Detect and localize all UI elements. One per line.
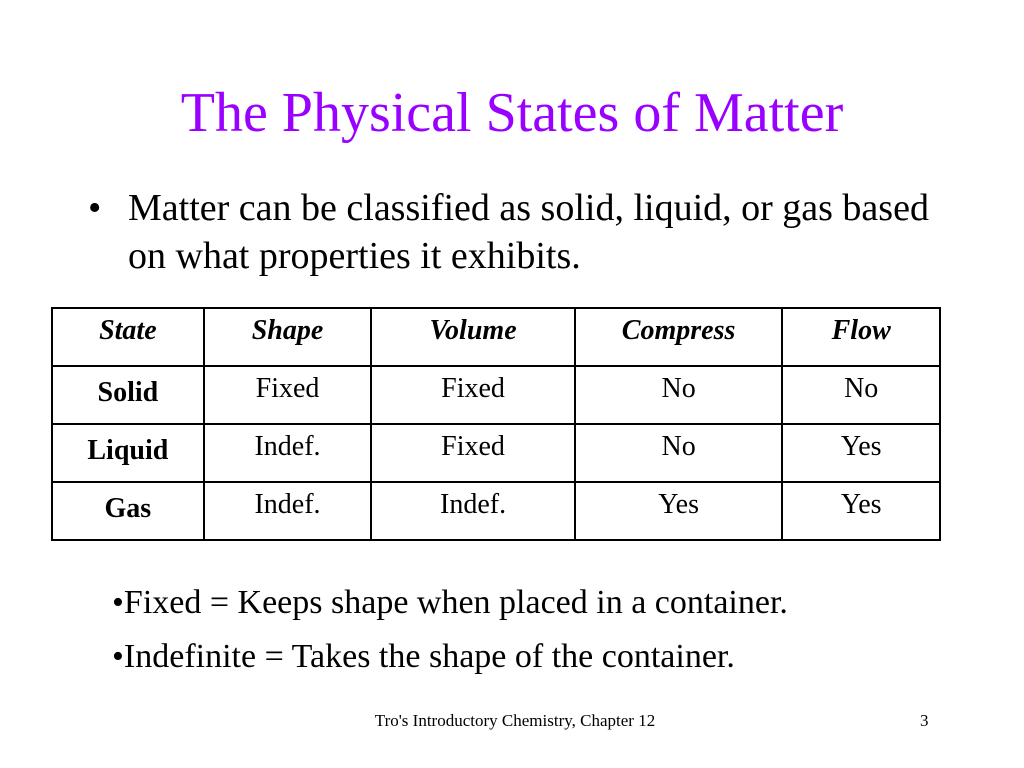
table-cell: No <box>782 366 940 424</box>
definition-indefinite: •Indefinite = Takes the shape of the container. <box>112 638 735 675</box>
table-row <box>52 424 940 482</box>
slide-footer: Tro's Introductory Chemistry, Chapter 12 <box>374 711 656 730</box>
header-state: State <box>52 308 204 366</box>
page-number: 3 <box>920 711 929 730</box>
row-state-cell: Gas <box>52 482 204 540</box>
header-compress: Compress <box>575 308 783 366</box>
table-cell: Indef. <box>204 482 372 540</box>
header-volume: Volume <box>371 308 574 366</box>
definitions-list <box>112 576 788 684</box>
header-flow: Flow <box>782 308 940 366</box>
definition-fixed: •Fixed = Keeps shape when placed in a container. <box>112 584 788 621</box>
table-row <box>52 366 940 424</box>
table-cell: Fixed <box>204 366 372 424</box>
table-row <box>52 482 940 540</box>
main-bullet <box>88 184 948 280</box>
header-shape: Shape <box>204 308 372 366</box>
table-cell: Fixed <box>371 424 574 482</box>
states-of-matter-table <box>51 307 941 541</box>
bullet-marker: • <box>88 187 102 229</box>
table-cell: Indef. <box>204 424 372 482</box>
table-cell: Fixed <box>371 366 574 424</box>
table-header-row <box>52 308 940 366</box>
table-cell: Indef. <box>371 482 574 540</box>
table-cell: Yes <box>782 424 940 482</box>
table-cell: No <box>575 424 783 482</box>
table-cell: No <box>575 366 783 424</box>
table-cell: Yes <box>782 482 940 540</box>
table-cell: Yes <box>575 482 783 540</box>
slide-title: The Physical States of Matter <box>180 82 844 144</box>
row-state-cell: Solid <box>52 366 204 424</box>
row-state-cell: Liquid <box>52 424 204 482</box>
bullet-text: Matter can be classified as solid, liquid, or gas based on what properties it exhibits. <box>128 187 929 277</box>
